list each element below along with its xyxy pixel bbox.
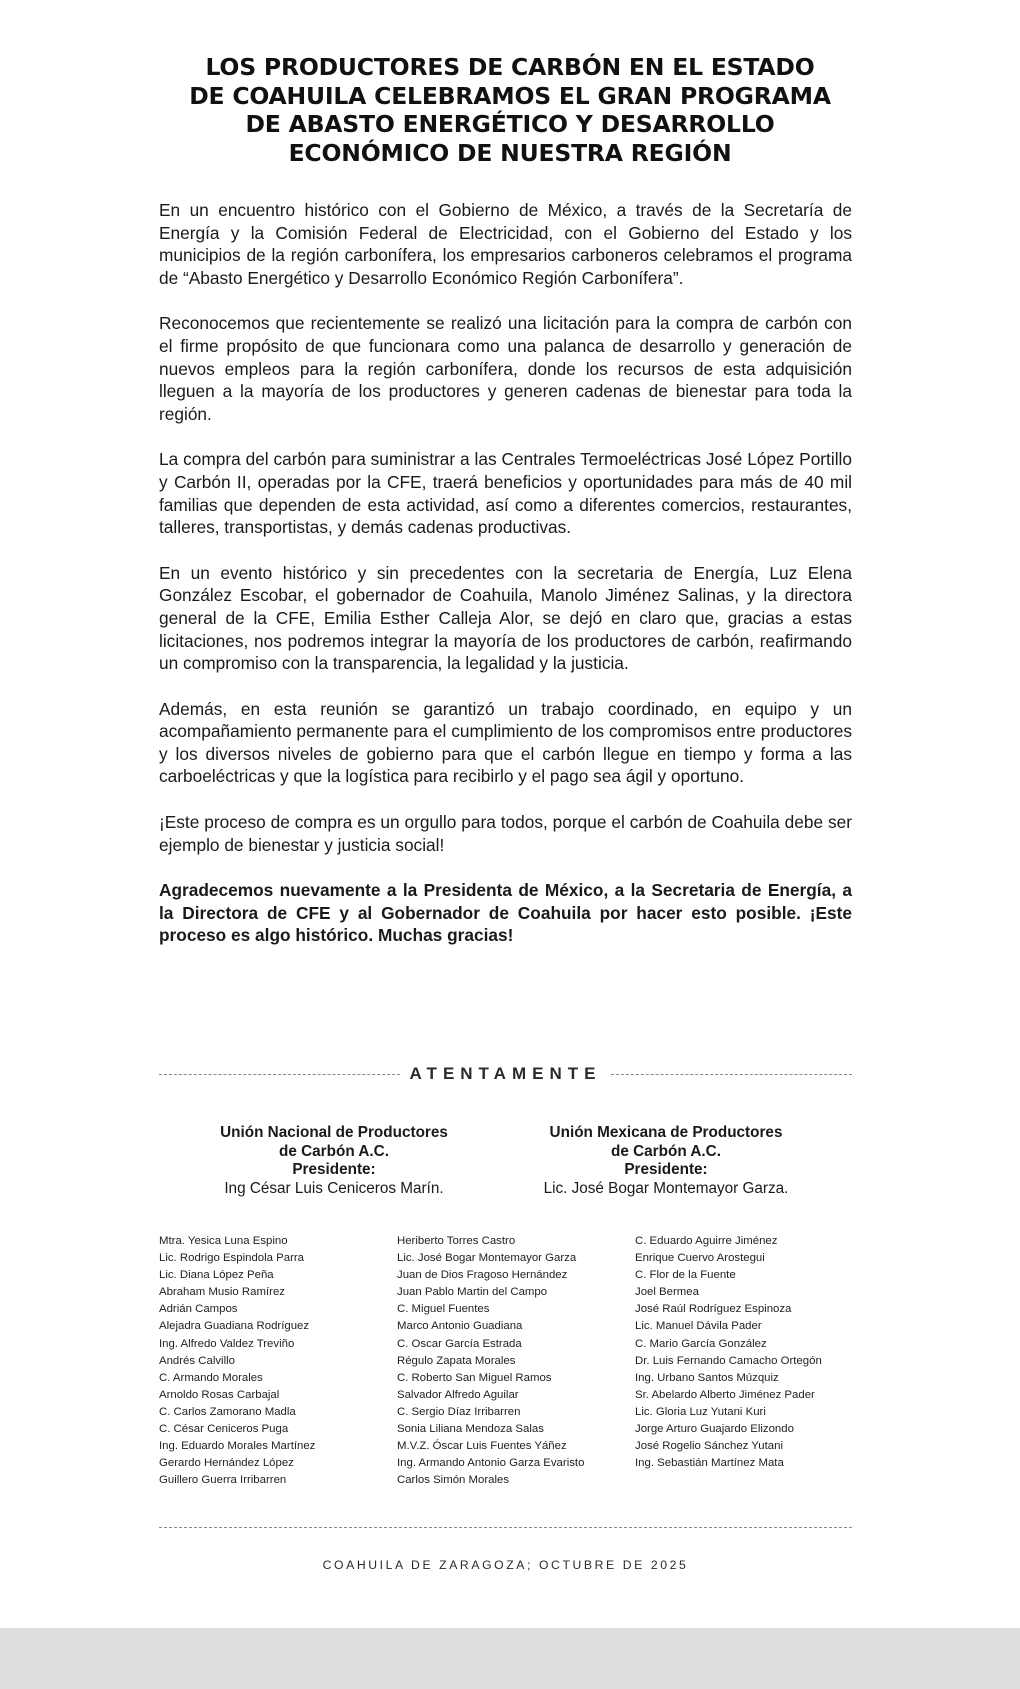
name-item: Arnoldo Rosas Carbajal [159,1388,280,1401]
signer-org: de Carbón A.C. [611,1142,721,1160]
thanks-paragraph: Agradecemos nuevamente a la Presidenta de México, a la Secretaria de Energía, a la Directora de CFE y al Gobernador de Coahuila por hacer esto posible. ¡Este proceso es algo histórico. Muchas gracias! [159,880,852,946]
signer-block [516,1124,816,1198]
paragraph: Además, en esta reunión se garantizó un trabajo coordinado, en equipo y un acompañamiento permanente para el cumplimiento de los compromisos entre productores y los diversos niveles de gobierno para que el carbón llegue en tiempo y forma a las carboeléctricas y que la logística para recibirlo y el pago sea ágil y oportuno. [159,698,852,787]
signer-role: Presidente: [624,1161,708,1178]
name-item: C. Eduardo Aguirre Jiménez [635,1235,778,1247]
paragraph: En un evento histórico y sin precedentes con la secretaria de Energía, Luz Elena González Escobar, el gobernador de Coahuila, Manolo Jiménez Salinas, y la directora general de la CFE, Emilia Esther Calleja Alor, se dejó en claro que, gracias a estas licitaciones, nos podremos integrar la mayoría de los productores de carbón, reafirmando un compromiso con la transparencia, la legalidad y la justicia. [159,562,852,674]
name-item: José Rogelio Sánchez Yutani [635,1440,783,1453]
name-item: Ing. Armando Antonio Garza Evaristo [397,1457,585,1470]
names-column [397,1233,637,1489]
paragraph: Reconocemos que recientemente se realizó una licitación para la compra de carbón con el firme propósito de que funcionara como una palanca de desarrollo y generación de nuevos empleos para la región carbonífera, donde los recursos de esta adquisición lleguen a la mayoría de los productores y generen cadenas de bienestar para toda la región. [159,313,852,424]
headline-line: ECONÓMICO DE NUESTRA REGIÓN [288,138,732,167]
name-item: C. Roberto San Miguel Ramos [397,1371,552,1384]
signer-org: Unión Mexicana de Productores [549,1124,783,1141]
dashed-divider [159,1527,852,1528]
name-item: José Raúl Rodríguez Espinoza [635,1303,792,1316]
footer-place-date: COAHUILA DE ZARAGOZA; OCTUBRE DE 2025 [322,1558,689,1572]
dashed-divider [159,1074,400,1075]
name-item: C. Mario García González [635,1337,767,1350]
name-item: C. Sergio Díaz Irribarren [397,1405,521,1418]
name-item: Lic. Manuel Dávila Pader [635,1320,762,1333]
name-item: Abraham Musio Ramírez [159,1286,285,1299]
name-item: C. Carlos Zamorano Madla [159,1405,296,1418]
name-item: M.V.Z. Óscar Luis Fuentes Yáñez [397,1440,567,1453]
name-item: Jorge Arturo Guajardo Elizondo [635,1423,794,1436]
name-item: Mtra. Yesica Luna Espino [159,1235,288,1247]
paragraph: La compra del carbón para suministrar a las Centrales Termoeléctricas José López Portillo y Carbón II, operadas por la CFE, traerá beneficios y oportunidades para más de 40 mil familias que dependen de esta actividad, así como a diferentes comercios, restaurantes, talleres, transportistas, y demás cadenas productivas. [159,449,852,538]
headline-line: LOS PRODUCTORES DE CARBÓN EN EL ESTADO [205,53,815,81]
name-item: Enrique Cuervo Arostegui [635,1252,765,1265]
name-item: Gerardo Hernández López [159,1457,294,1470]
name-item: Lic. Rodrigo Espindola Parra [159,1252,304,1265]
body-text [159,199,852,970]
name-item: Ing. Alfredo Valdez Treviño [159,1337,295,1350]
name-item: Adrián Campos [159,1303,238,1316]
name-item: Andrés Calvillo [159,1354,235,1367]
paragraph: ¡Este proceso de compra es un orgullo para todos, porque el carbón de Coahuila debe ser ejemplo de bienestar y justicia social! [159,812,852,855]
signer-name: Lic. José Bogar Montemayor Garza. [543,1179,789,1197]
headline-line: DE COAHUILA CELEBRAMOS EL GRAN PROGRAMA [189,81,831,110]
name-item: Ing. Urbano Santos Múzquiz [635,1371,779,1384]
name-item: Juan de Dios Fragoso Hernández [397,1269,568,1282]
name-item: Carlos Simón Morales [397,1474,510,1487]
name-item: Joel Bermea [635,1286,699,1299]
name-item: C. Miguel Fuentes [397,1303,490,1316]
name-item: Marco Antonio Guadiana [397,1320,523,1333]
signer-role: Presidente: [292,1161,376,1178]
closing-separator [159,1062,852,1086]
name-item: Heriberto Torres Castro [397,1235,516,1247]
closing-label: ATENTAMENTE [409,1064,602,1083]
signer-name: Ing César Luis Ceniceros Marín. [224,1179,444,1197]
bottom-band [0,1628,1020,1689]
names-column [635,1233,875,1472]
name-item: Sonia Liliana Mendoza Salas [397,1423,544,1436]
name-item: Sr. Abelardo Alberto Jiménez Pader [635,1388,815,1401]
signer-block [184,1124,484,1198]
name-item: Guillero Guerra Irribarren [159,1474,287,1487]
name-item: Juan Pablo Martin del Campo [397,1286,548,1299]
signer-org: de Carbón A.C. [279,1142,389,1160]
signer-org: Unión Nacional de Productores [220,1124,448,1141]
name-item: Alejadra Guadiana Rodríguez [159,1320,310,1333]
name-item: C. Oscar García Estrada [397,1337,522,1350]
paragraph: En un encuentro histórico con el Gobierno de México, a través de la Secretaría de Energía y la Comisión Federal de Electricidad, con el Gobierno del Estado y los municipios de la región carbonífera, los empresarios carboneros celebramos el programa de “Abasto Energético y Desarrollo Económico Región Carbonífera”. [159,200,852,288]
names-column [159,1233,399,1489]
name-item: C. Flor de la Fuente [635,1269,736,1282]
name-item: Ing. Eduardo Morales Martínez [159,1440,316,1453]
name-item: Régulo Zapata Morales [397,1354,516,1367]
headline [120,53,900,167]
name-item: C. César Ceniceros Puga [159,1423,289,1436]
name-item: Lic. José Bogar Montemayor Garza [397,1252,577,1265]
name-item: C. Armando Morales [159,1371,263,1384]
dashed-divider [611,1074,852,1075]
headline-line: DE ABASTO ENERGÉTICO Y DESARROLLO [245,110,775,138]
name-item: Salvador Alfredo Aguilar [397,1388,519,1401]
name-item: Lic. Diana López Peña [159,1269,274,1282]
name-item: Lic. Gloria Luz Yutani Kuri [635,1405,766,1418]
name-item: Ing. Sebastián Martínez Mata [635,1457,784,1470]
name-item: Dr. Luis Fernando Camacho Ortegón [635,1354,822,1367]
